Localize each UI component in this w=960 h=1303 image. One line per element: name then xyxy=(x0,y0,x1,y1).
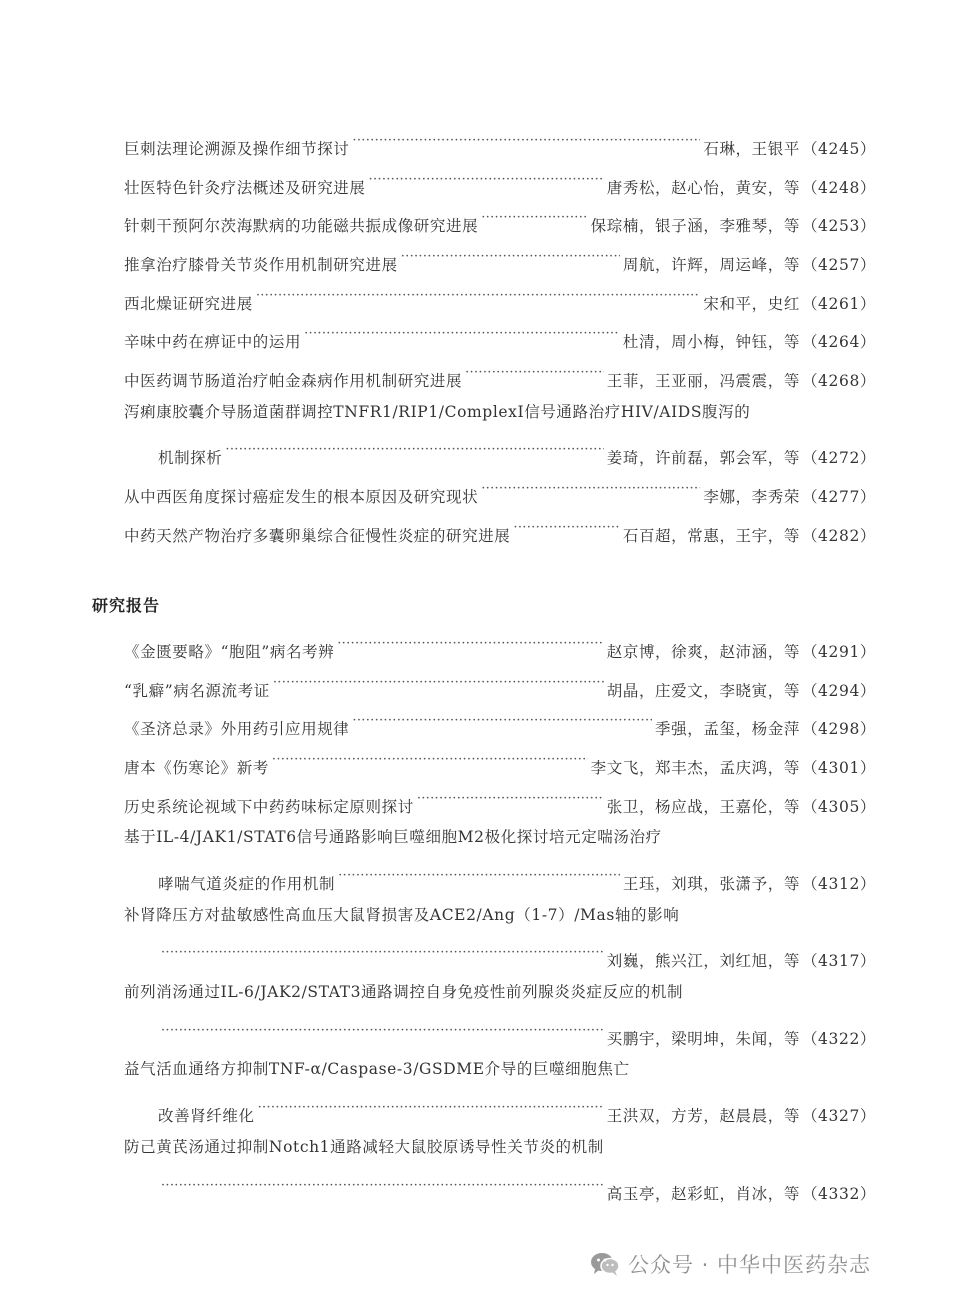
entry-page: （4248） xyxy=(801,179,876,197)
entry-authors: 王珏，刘琪，张潇予，等 xyxy=(622,875,800,893)
entry-authors: 季强，孟玺，杨金萍 xyxy=(655,720,800,738)
watermark-text: 公众号 · 中华中医药杂志 xyxy=(628,1253,872,1277)
section-heading: 研究报告 xyxy=(92,596,161,615)
entry-page: （4268） xyxy=(801,372,876,390)
dot-leader xyxy=(338,863,620,889)
entry-title: 中医药调节肠道治疗帕金森病作用机制研究进展 xyxy=(124,372,463,390)
toc-entry[interactable] xyxy=(124,708,876,738)
toc-entry[interactable] xyxy=(124,786,876,816)
entry-page: （4317） xyxy=(801,952,876,970)
toc-entry[interactable] xyxy=(158,1018,876,1048)
entry-title: 《金匮要略》“胞阻”病名考辨 xyxy=(124,643,335,661)
entry-title: 从中西医角度探讨癌症发生的根本原因及研究现状 xyxy=(124,488,479,506)
entry-authors: 买鹏宇，梁明坤，朱闻，等 xyxy=(606,1030,800,1048)
entry-title-line[interactable]: 益气活血通络方抑制TNF-α/Caspase-3/GSDME介导的巨噬细胞焦亡 xyxy=(124,1060,630,1078)
dot-leader xyxy=(352,128,700,154)
toc-entry[interactable] xyxy=(158,1173,876,1203)
dot-leader xyxy=(401,244,620,270)
toc-entry[interactable] xyxy=(158,863,876,893)
entry-page: （4291） xyxy=(801,643,876,661)
entry-authors: 唐秀松，赵心怡，黄安，等 xyxy=(606,179,800,197)
dot-leader xyxy=(161,1173,604,1199)
entry-title: 历史系统论视域下中药药味标定原则探讨 xyxy=(124,798,414,816)
toc-entry[interactable] xyxy=(124,167,876,197)
entry-authors: 姜琦，许前磊，郭会军，等 xyxy=(606,449,800,467)
wechat-icon xyxy=(590,1251,620,1277)
entry-title-continuation: 机制探析 xyxy=(158,449,223,467)
entry-title: 中药天然产物治疗多囊卵巢综合征慢性炎症的研究进展 xyxy=(124,527,511,545)
entry-authors: 杜清，周小梅，钟钰，等 xyxy=(622,333,800,351)
entry-title-line[interactable]: 泻痢康胶囊介导肠道菌群调控TNFR1/RIP1/ComplexⅠ信号通路治疗HIV/AIDS腹泻的 xyxy=(124,403,751,421)
entry-title: 《圣济总录》外用药引应用规律 xyxy=(124,720,350,738)
dot-leader xyxy=(161,940,604,966)
entry-page: （4272） xyxy=(801,449,876,467)
toc-entry[interactable] xyxy=(124,205,876,235)
toc-entry[interactable] xyxy=(124,244,876,274)
entry-title-line[interactable]: 补肾降压方对盐敏感性高血压大鼠肾损害及ACE2/Ang（1-7）/Mas轴的影响 xyxy=(124,906,680,924)
dot-leader xyxy=(258,1095,604,1121)
entry-title-continuation: 改善肾纤维化 xyxy=(158,1107,255,1125)
toc-entry[interactable] xyxy=(124,360,876,390)
dot-leader xyxy=(304,321,620,347)
dot-leader xyxy=(465,360,604,386)
toc-entry[interactable] xyxy=(124,747,876,777)
entry-title-line[interactable]: 前列消汤通过IL-6/JAK2/STAT3通路调控自身免疫性前列腺炎炎症反应的机制 xyxy=(124,983,684,1001)
entry-authors: 保琮楠，银子涵，李雅琴，等 xyxy=(590,217,800,235)
entry-authors: 赵京博，徐爽，赵沛涵，等 xyxy=(606,643,800,661)
entry-page: （4332） xyxy=(801,1185,876,1203)
entry-page: （4261） xyxy=(801,295,876,313)
entry-title: 巨刺法理论溯源及操作细节探讨 xyxy=(124,140,350,158)
entry-title: 针刺干预阿尔茨海默病的功能磁共振成像研究进展 xyxy=(124,217,479,235)
entry-title: 西北燥证研究进展 xyxy=(124,295,253,313)
toc-entry[interactable] xyxy=(124,515,876,545)
dot-leader xyxy=(481,205,587,231)
entry-authors: 石百超，常惠，王宇，等 xyxy=(622,527,800,545)
entry-title: 唐本《伤寒论》新考 xyxy=(124,759,269,777)
entry-title: 壮医特色针灸疗法概述及研究进展 xyxy=(124,179,366,197)
dot-leader xyxy=(513,515,619,541)
dot-leader xyxy=(352,708,652,734)
dot-leader xyxy=(273,670,604,696)
entry-title: “乳癖”病名源流考证 xyxy=(124,682,270,700)
toc-entry[interactable] xyxy=(158,1095,876,1125)
entry-page: （4277） xyxy=(801,488,876,506)
entry-page: （4305） xyxy=(801,798,876,816)
entry-title-continuation: 哮喘气道炎症的作用机制 xyxy=(158,875,336,893)
entry-authors: 石琳，王银平 xyxy=(703,140,800,158)
dot-leader xyxy=(481,476,700,502)
entry-title-line[interactable]: 防己黄芪汤通过抑制Notch1通路减轻大鼠胶原诱导性关节炎的机制 xyxy=(124,1138,604,1156)
entry-authors: 王洪双，方芳，赵晨晨，等 xyxy=(606,1107,800,1125)
entry-authors: 李娜，李秀荣 xyxy=(703,488,800,506)
entry-title-line[interactable]: 基于IL-4/JAK1/STAT6信号通路影响巨噬细胞M2极化探讨培元定喘汤治疗 xyxy=(124,828,662,846)
toc-entry[interactable] xyxy=(124,670,876,700)
toc-entry[interactable] xyxy=(124,321,876,351)
dot-leader xyxy=(225,437,603,463)
dot-leader xyxy=(272,747,588,773)
entry-authors: 宋和平，史红 xyxy=(703,295,800,313)
entry-page: （4245） xyxy=(801,140,876,158)
dot-leader xyxy=(417,786,604,812)
entry-page: （4282） xyxy=(801,527,876,545)
dot-leader xyxy=(337,631,604,657)
entry-page: （4257） xyxy=(801,256,876,274)
dot-leader xyxy=(256,283,701,309)
entry-title: 辛味中药在痹证中的运用 xyxy=(124,333,302,351)
entry-page: （4301） xyxy=(801,759,876,777)
dot-leader xyxy=(369,167,604,193)
toc-entry[interactable] xyxy=(158,940,876,970)
watermark xyxy=(590,1247,871,1281)
entry-authors: 胡晶，庄爱文，李晓寅，等 xyxy=(606,682,800,700)
entry-authors: 高玉亭，赵彩虹，肖冰，等 xyxy=(606,1185,800,1203)
entry-authors: 王菲，王亚丽，冯震震，等 xyxy=(606,372,800,390)
entry-authors: 周航，许辉，周运峰，等 xyxy=(622,256,800,274)
entry-authors: 张卫，杨应战，王嘉伦，等 xyxy=(606,798,800,816)
entry-page: （4322） xyxy=(801,1030,876,1048)
toc-entry[interactable] xyxy=(124,128,876,158)
toc-entry[interactable] xyxy=(124,631,876,661)
entry-page: （4264） xyxy=(801,333,876,351)
entry-page: （4312） xyxy=(801,875,876,893)
entry-page: （4327） xyxy=(801,1107,876,1125)
entry-authors: 刘巍，熊兴江，刘红旭，等 xyxy=(606,952,800,970)
entry-page: （4298） xyxy=(801,720,876,738)
entry-title: 推拿治疗膝骨关节炎作用机制研究进展 xyxy=(124,256,398,274)
toc-entry[interactable] xyxy=(124,476,876,506)
entry-page: （4253） xyxy=(801,217,876,235)
dot-leader xyxy=(161,1018,604,1044)
toc-entry[interactable] xyxy=(158,437,876,467)
toc-entry[interactable] xyxy=(124,283,876,313)
entry-page: （4294） xyxy=(801,682,876,700)
entry-authors: 李文飞，郑丰杰，孟庆鸿，等 xyxy=(590,759,800,777)
